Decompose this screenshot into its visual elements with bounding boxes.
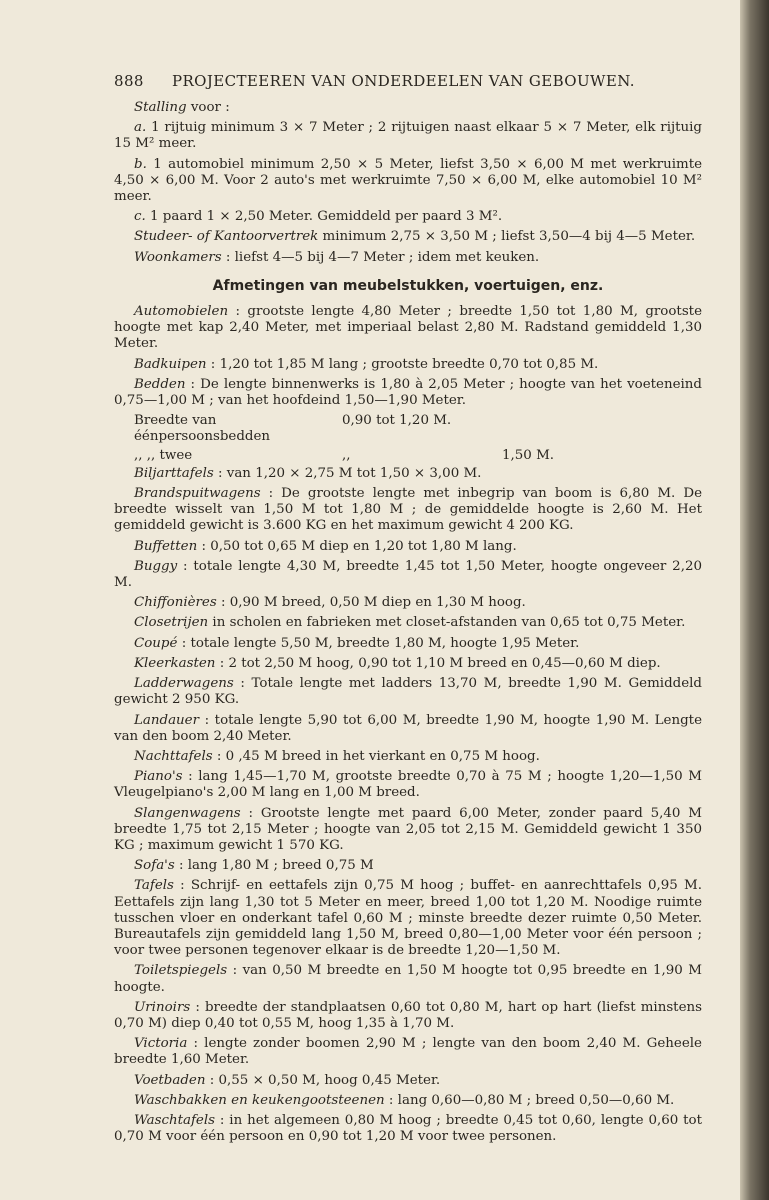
entry-brandspuitwagens: Brandspuitwagens : De grootste lengte met inbegrip van boom is 6,80 M. De breedte wisselt van 1,50 M tot 1,80 M ; de gemiddelde hoogte is 2,60 M. Het gemiddeld gewicht is 3.600 KG en het maximum gewicht 4 200 KG. bbox=[114, 486, 702, 534]
entry-urinoirs: Urinoirs : breedte der standplaatsen 0,60 tot 0,80 M, hart op hart (liefst minstens 0,70 M) diep 0,40 tot 0,55 M, hoog 1,35 à 1,70 M. bbox=[114, 999, 702, 1031]
entry-bedden: Bedden : De lengte binnenwerks is 1,80 à 2,05 Meter ; hoogte van het voeteneind 0,75—1,00 M ; van het hoofdeind 1,50—1,90 Meter. bbox=[114, 376, 702, 409]
stalling-item-c: c. 1 paard 1 × 2,50 Meter. Gemiddeld per paard 3 M². bbox=[134, 209, 503, 225]
stalling-heading: Stalling voor : bbox=[134, 100, 230, 115]
entry-slangenwagens: Slangenwagens : Grootste lengte met paard 6,00 Meter, zonder paard 5,40 M breedte 1,75 tot 2,15 Meter ; hoogte van 2,05 tot 2,15 M. Gemiddeld gewicht 1 350 KG ; maximum gewicht 1 570 KG. bbox=[114, 805, 702, 853]
page-number: 888 bbox=[114, 72, 144, 90]
entry-sofas: Sofa's : lang 1,80 M ; breed 0,75 M bbox=[134, 858, 374, 874]
entry-voetbaden: Voetbaden : 0,55 × 0,50 M, hoog 0,45 Meter. bbox=[134, 1072, 441, 1088]
entry-victoria: Victoria : lengte zonder boomen 2,90 M ; lengte van den boom 2,40 M. Geheele breedte 1,60 Meter. bbox=[114, 1036, 702, 1068]
entry-badkuipen: Badkuipen : 1,20 tot 1,85 M lang ; grootste breedte 0,70 tot 0,85 M. bbox=[134, 356, 599, 372]
entry-coupe: Coupé : totale lengte 5,50 M, breedte 1,80 M, hoogte 1,95 Meter. bbox=[134, 635, 580, 651]
entry-waschtafels: Waschtafels : in het algemeen 0,80 M hoog ; breedte 0,45 tot 0,60, lengte 0,60 tot 0,70 M voor één persoon en 0,90 tot 1,20 M voor twee personen. bbox=[114, 1112, 702, 1145]
book-spine-shadow bbox=[740, 0, 769, 1200]
entry-woonkamers: Woonkamers : liefst 4—5 bij 4—7 Meter ; idem met keuken. bbox=[134, 249, 540, 265]
entry-landauer: Landauer : totale lengte 5,90 tot 6,00 M, breedte 1,90 M, hoogte 1,90 M. Lengte van den boom 2,40 Meter. bbox=[114, 712, 702, 744]
entry-closetrijen: Closetrijen in scholen en fabrieken met closet-afstanden van 0,65 tot 0,75 Meter. bbox=[134, 615, 686, 631]
entry-pianos: Piano's : lang 1,45—1,70 M, grootste breedte 0,70 à 75 M ; hoogte 1,20—1,50 M Vleugelpiano's 2,00 M lang en 1,00 M breed. bbox=[114, 769, 702, 801]
entry-kleerkasten: Kleerkasten : 2 tot 2,50 M hoog, 0,90 tot 1,10 M breed en 0,45—0,60 M diep. bbox=[134, 655, 661, 671]
entry-nachttafels: Nachttafels : 0 ,45 M breed in het vierkant en 0,75 M hoog. bbox=[134, 748, 540, 764]
entry-automobielen: Automobielen : grootste lengte 4,80 Meter ; breedte 1,50 tot 1,80 M, grootste hoogte met kap 2,40 Meter, met imperiaal belast 2,80 M. Radstand gemiddeld 1,30 Meter. bbox=[114, 304, 702, 352]
bedden-row-double: ,, ,, twee ,, 1,50 M. bbox=[134, 447, 555, 463]
entry-buffetten: Buffetten : 0,50 tot 0,65 M diep en 1,20 tot 1,80 M lang. bbox=[134, 538, 517, 554]
stalling-item-a: a. 1 rijtuig minimum 3 × 7 Meter ; 2 rijtuigen naast elkaar 5 × 7 Meter, elk rijtuig 15 M² meer. bbox=[114, 120, 702, 152]
entry-buggy: Buggy : totale lengte 4,30 M, breedte 1,45 tot 1,50 Meter, hoogte ongeveer 2,20 M. bbox=[114, 558, 702, 591]
entry-waschbakken: Waschbakken en keukengootsteenen : lang 0,60—0,80 M ; breed 0,50—0,60 M. bbox=[134, 1092, 675, 1108]
page-title: PROJECTEEREN VAN ONDERDEELEN VAN GEBOUWEN. bbox=[172, 72, 635, 90]
page-body bbox=[114, 100, 702, 1149]
stalling-item-b: b. 1 automobiel minimum 2,50 × 5 Meter, liefst 3,50 × 6,00 M met werkruimte 4,50 × 6,00 M. Voor 2 auto's met werkruimte 7,50 × 6,00 M, elke automobiel 10 M² meer. bbox=[114, 156, 702, 205]
running-header bbox=[114, 72, 714, 90]
entry-chiffonieres: Chiffonières : 0,90 M breed, 0,50 M diep en 1,30 M hoog. bbox=[134, 595, 526, 611]
entry-ladderwagens: Ladderwagens : Totale lengte met ladders 13,70 M, breedte 1,90 M. Gemiddeld gewicht 2 950 KG. bbox=[114, 676, 702, 708]
entry-tafels: Tafels : Schrijf- en eettafels zijn 0,75 M hoog ; buffet- en aanrechttafels 0,95 M. Eettafels zijn lang 1,30 tot 5 Meter en meer, breed 1,00 tot 1,20 M. Noodige ruimte tusschen vloer en onderkant tafel 0,60 M ; minste breedte dezer ruimte 0,50 Meter. Bureautafels zijn gemiddeld lang 1,50 M, breed 0,80—1,00 Meter voor één persoon ; voor twee personen tegenover elkaar is de breedte 1,20—1,50 M. bbox=[114, 878, 702, 959]
section-heading: Afmetingen van meubelstukken, voertuigen, enz. bbox=[212, 277, 604, 294]
entry-studeer: Studeer- of Kantoorvertrek minimum 2,75 × 3,50 M ; liefst 3,50—4 bij 4—5 Meter. bbox=[134, 229, 696, 245]
entry-biljarttafels: Biljarttafels : van 1,20 × 2,75 M tot 1,50 × 3,00 M. bbox=[134, 465, 482, 481]
bedden-row-single: Breedte van éénpersoonsbedden 0,90 tot 1,20 M. bbox=[134, 413, 452, 445]
entry-toiletspiegels: Toiletspiegels : van 0,50 M breedte en 1,50 M hoogte tot 0,95 breedte en 1,90 M hoogte. bbox=[114, 963, 702, 995]
